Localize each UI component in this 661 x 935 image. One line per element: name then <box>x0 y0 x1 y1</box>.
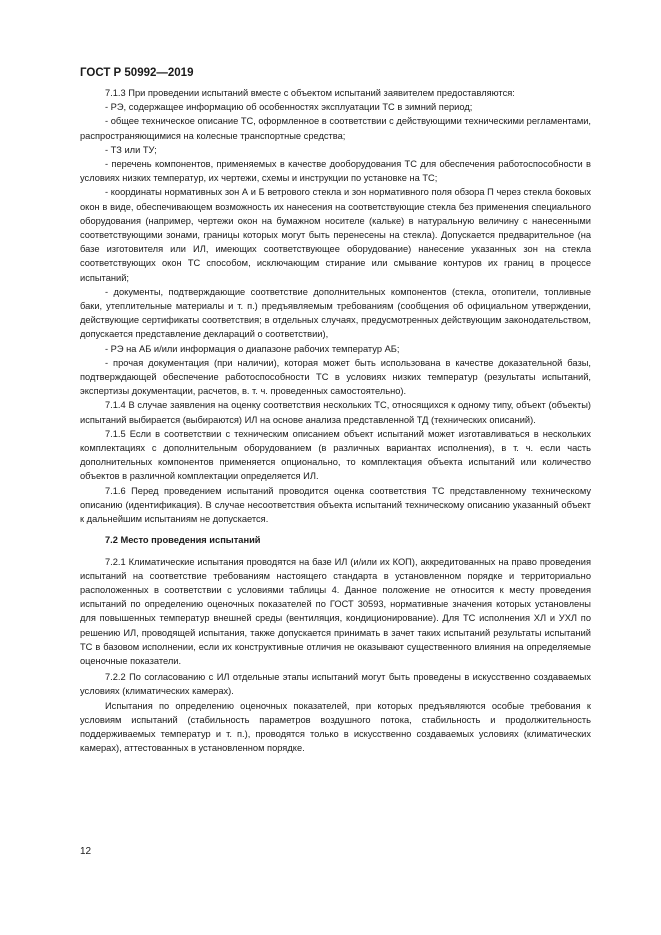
paragraph-7-1-4: 7.1.4 В случае заявления на оценку соответствия нескольких ТС, относящихся к одному типу, объект (объекты) испытаний выбирается (выбираются) ИЛ на основе анализа представленной ТД (технических описаний). <box>80 400 591 425</box>
paragraph-7-2-1: 7.2.1 Климатические испытания проводятся на базе ИЛ (и/или их КОП), аккредитованных на право проведения испытаний на соответствие требованиям настоящего стандарта в установленном порядке и территориально расположенных в соответствии с условиями таблицы 4. Данное положение не относится к месту проведения испытаний по определению оценочных показателей по ГОСТ 30593, нормативные значения которых установлены для повышенных температур внешней среды (вентиляция, кондиционирование). Для ТС исполнения ХЛ и УХЛ по решению ИЛ, проводящей испытания, также допускается принимать в зачет таких испытаний результаты испытаний ТС в базовом исполнении, если их конструктивные отличия не оказывают существенного влияния на определяемые оценочные показатели. <box>80 556 591 666</box>
list-item: - координаты нормативных зон А и Б ветрового стекла и зон нормативного поля обзора П через стекла боковых окон в виде, обеспечивающем возможность их нанесения на соответствующие стекла без применения специального оборудования (например, чертежи окон на бумажном носителе (кальке) в натуральную величину с нанесенными соответствующими зонами, границы которых могут быть перенесены на стекла). Допускается предварительное (на базе изготовителя или ИЛ, имеющих соответствующее оборудование) нанесение указанных зон на стекла соответствующих окон ТС способом, исключающим стирание или смывание контуров их границ в процессе испытаний; <box>80 187 591 283</box>
list-item: - общее техническое описание ТС, оформленное в соответствии с действующими техническими регламентами, распространяющимися на колесные транспортные средства; <box>80 116 591 141</box>
list-item: - прочая документация (при наличии), которая может быть использована в качестве доказательной базы, подтверждающей обеспечение работоспособности ТС в условиях низких температур (результаты испытаний, экспертизы документации, расчетов, в. т. ч. проведенных самостоятельно). <box>80 357 591 397</box>
list-item: - документы, подтверждающие соответствие дополнительных компонентов (стекла, отопители, топливные баки, утеплительные материалы и т. п.) предъявляемым требованиям (сообщения об официальном утверждении, действующие сертификаты соответствия; в отдельных случаях, предусмотренных действующим законодательством, допускается представление деклараций о соответствии), <box>80 286 591 340</box>
document-body <box>80 86 591 755</box>
list-item: - РЭ, содержащее информацию об особенностях эксплуатации ТС в зимний период; <box>105 102 473 113</box>
section-heading-7-2: 7.2 Место проведения испытаний <box>105 535 261 546</box>
paragraph-test-conditions: Испытания по определению оценочных показателей, при которых предъявляются особые требования к условиям испытаний (стабильность параметров воздушного потока, стабильность и продолжительность поддерживаемых температур и т. п.), проводятся только в искусственно создаваемых условиях (климатических камерах), аттестованных в установленном порядке. <box>80 700 591 754</box>
list-item: - РЭ на АБ и/или информация о диапазоне рабочих температур АБ; <box>105 343 400 354</box>
paragraph-7-1-3: 7.1.3 При проведении испытаний вместе с объектом испытаний заявителем предоставляются: <box>105 88 515 98</box>
paragraph-7-2-2: 7.2.2 По согласованию с ИЛ отдельные этапы испытаний могут быть проведены в искусственно создаваемых условиях (климатических камерах). <box>80 672 591 697</box>
page-number: 12 <box>80 846 92 857</box>
paragraph-7-1-5: 7.1.5 Если в соответствии с техническим описанием объект испытаний может изготавливаться в нескольких комплектациях с дополнительным оборудованием (в различных вариантах исполнения), в т. ч. если часть дополнительных компонентов применяется опционально, то комплектация объекта испытаний или количество объектов в различной комплектации определяется ИЛ. <box>80 428 591 482</box>
paragraph-7-1-6: 7.1.6 Перед проведением испытаний проводится оценка соответствия ТС представленному техническому описанию (идентификация). В случае несоответствия объекта испытаний техническому описанию указанный объект к дальнейшим испытаниям не допускается. <box>80 485 591 525</box>
list-item: - ТЗ или ТУ; <box>105 144 157 155</box>
list-item: - перечень компонентов, применяемых в качестве дооборудования ТС для обеспечения работоспособности в условиях низких температур, их чертежи, схемы и инструкции по установке на ТС; <box>80 159 591 184</box>
document-header: ГОСТ Р 50992—2019 <box>80 67 194 79</box>
